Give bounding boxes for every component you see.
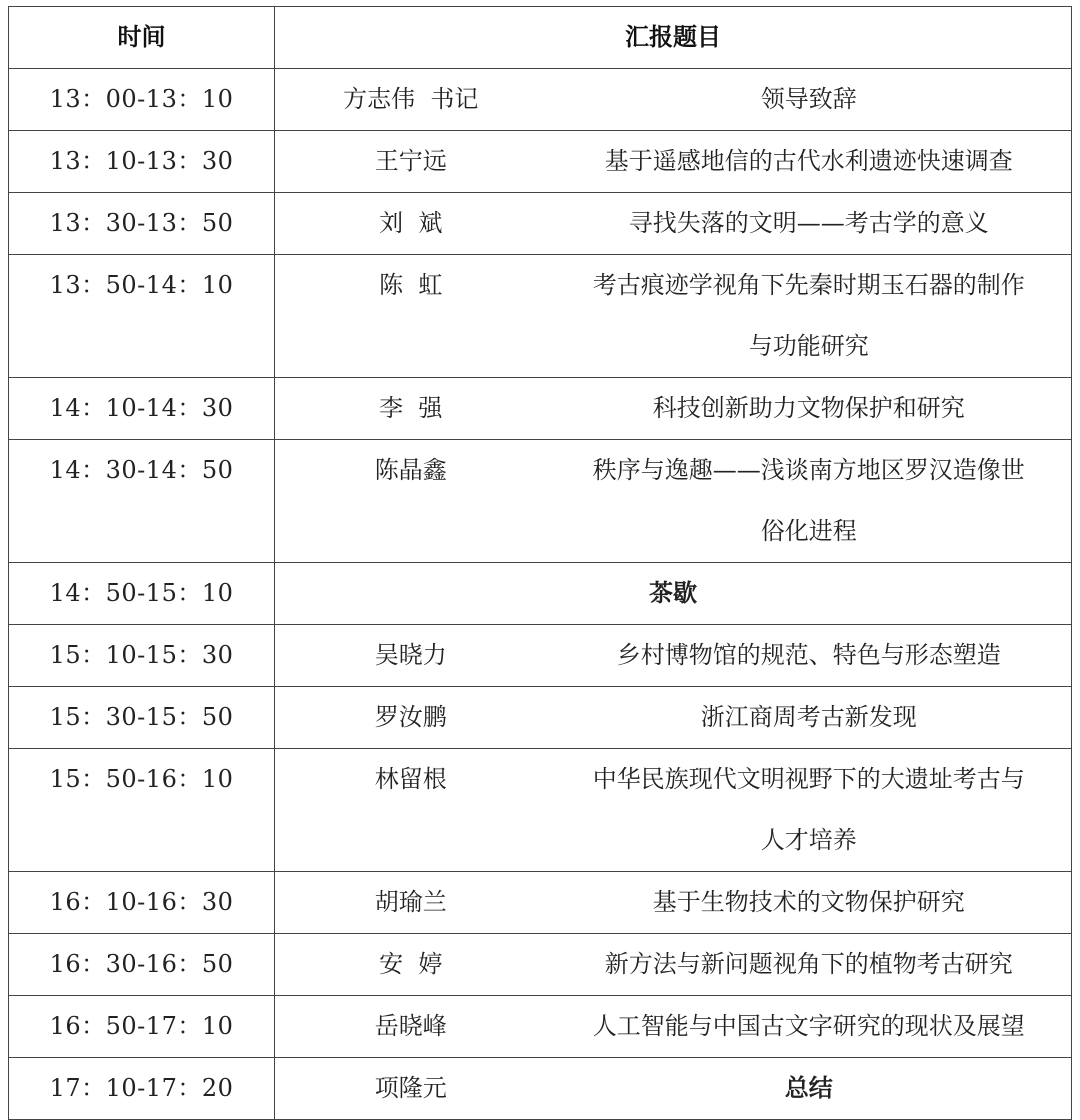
time-cell: 15：10-15：30: [9, 625, 275, 687]
break-cell: 茶歇: [275, 563, 1072, 625]
speaker-cell: 方志伟 书记: [275, 69, 547, 131]
topic-line-1: 中华民族现代文明视野下的大遗址考古与: [592, 765, 1025, 793]
speaker-cell: 林留根: [275, 749, 547, 872]
header-time: 时间: [9, 7, 275, 69]
table-row: [9, 69, 1072, 131]
time-cell: 16：10-16：30: [9, 872, 275, 934]
table-row: [9, 255, 1072, 378]
topic-line-2: 俗化进程: [760, 517, 857, 545]
topic-cell: 新方法与新问题视角下的植物考古研究: [547, 934, 1072, 996]
header-topic: 汇报题目: [275, 7, 1072, 69]
speaker-cell: 项隆元: [275, 1058, 547, 1120]
topic-line-1: 秩序与逸趣——浅谈南方地区罗汉造像世: [592, 456, 1025, 484]
topic-cell: 科技创新助力文物保护和研究: [547, 378, 1072, 440]
time-cell: 16：50-17：10: [9, 996, 275, 1058]
topic-cell: 领导致辞: [547, 69, 1072, 131]
topic-cell: 人工智能与中国古文字研究的现状及展望: [547, 996, 1072, 1058]
topic-cell: 基于遥感地信的古代水利遗迹快速调查: [547, 131, 1072, 193]
speaker-cell: 李 强: [275, 378, 547, 440]
speaker-cell: 岳晓峰: [275, 996, 547, 1058]
time-cell: 14：30-14：50: [9, 440, 275, 563]
table-row: [9, 131, 1072, 193]
topic-cell: [547, 440, 1072, 563]
speaker-cell: 陈晶鑫: [275, 440, 547, 563]
time-cell: 13：30-13：50: [9, 193, 275, 255]
time-cell: 14：50-15：10: [9, 563, 275, 625]
speaker-cell: 刘 斌: [275, 193, 547, 255]
table-row: [9, 872, 1072, 934]
table-row: [9, 378, 1072, 440]
table-row: [9, 687, 1072, 749]
time-cell: 13：50-14：10: [9, 255, 275, 378]
speaker-cell: 吴晓力: [275, 625, 547, 687]
speaker-cell: 王宁远: [275, 131, 547, 193]
table-row: [9, 193, 1072, 255]
topic-cell: [547, 749, 1072, 872]
topic-line-2: 与功能研究: [748, 332, 869, 360]
time-cell: 16：30-16：50: [9, 934, 275, 996]
topic-line-2: 人才培养: [760, 826, 857, 854]
topic-cell: 总结: [547, 1058, 1072, 1120]
speaker-cell: 胡瑜兰: [275, 872, 547, 934]
table-row: [9, 563, 1072, 625]
schedule-table: [8, 6, 1072, 1120]
table-row: [9, 440, 1072, 563]
time-cell: 17：10-17：20: [9, 1058, 275, 1120]
speaker-cell: 陈 虹: [275, 255, 547, 378]
topic-cell: 乡村博物馆的规范、特色与形态塑造: [547, 625, 1072, 687]
time-cell: 13：10-13：30: [9, 131, 275, 193]
speaker-cell: 安 婷: [275, 934, 547, 996]
table-row: [9, 749, 1072, 872]
topic-cell: [547, 255, 1072, 378]
time-cell: 14：10-14：30: [9, 378, 275, 440]
table-row: [9, 934, 1072, 996]
topic-cell: 基于生物技术的文物保护研究: [547, 872, 1072, 934]
table-row: [9, 625, 1072, 687]
time-cell: 15：30-15：50: [9, 687, 275, 749]
table-row: [9, 996, 1072, 1058]
header-row: [9, 7, 1072, 69]
topic-cell: 寻找失落的文明——考古学的意义: [547, 193, 1072, 255]
topic-line-1: 考古痕迹学视角下先秦时期玉石器的制作: [592, 271, 1025, 299]
table-row: [9, 1058, 1072, 1120]
speaker-cell: 罗汝鹏: [275, 687, 547, 749]
time-cell: 13：00-13：10: [9, 69, 275, 131]
time-cell: 15：50-16：10: [9, 749, 275, 872]
topic-cell: 浙江商周考古新发现: [547, 687, 1072, 749]
